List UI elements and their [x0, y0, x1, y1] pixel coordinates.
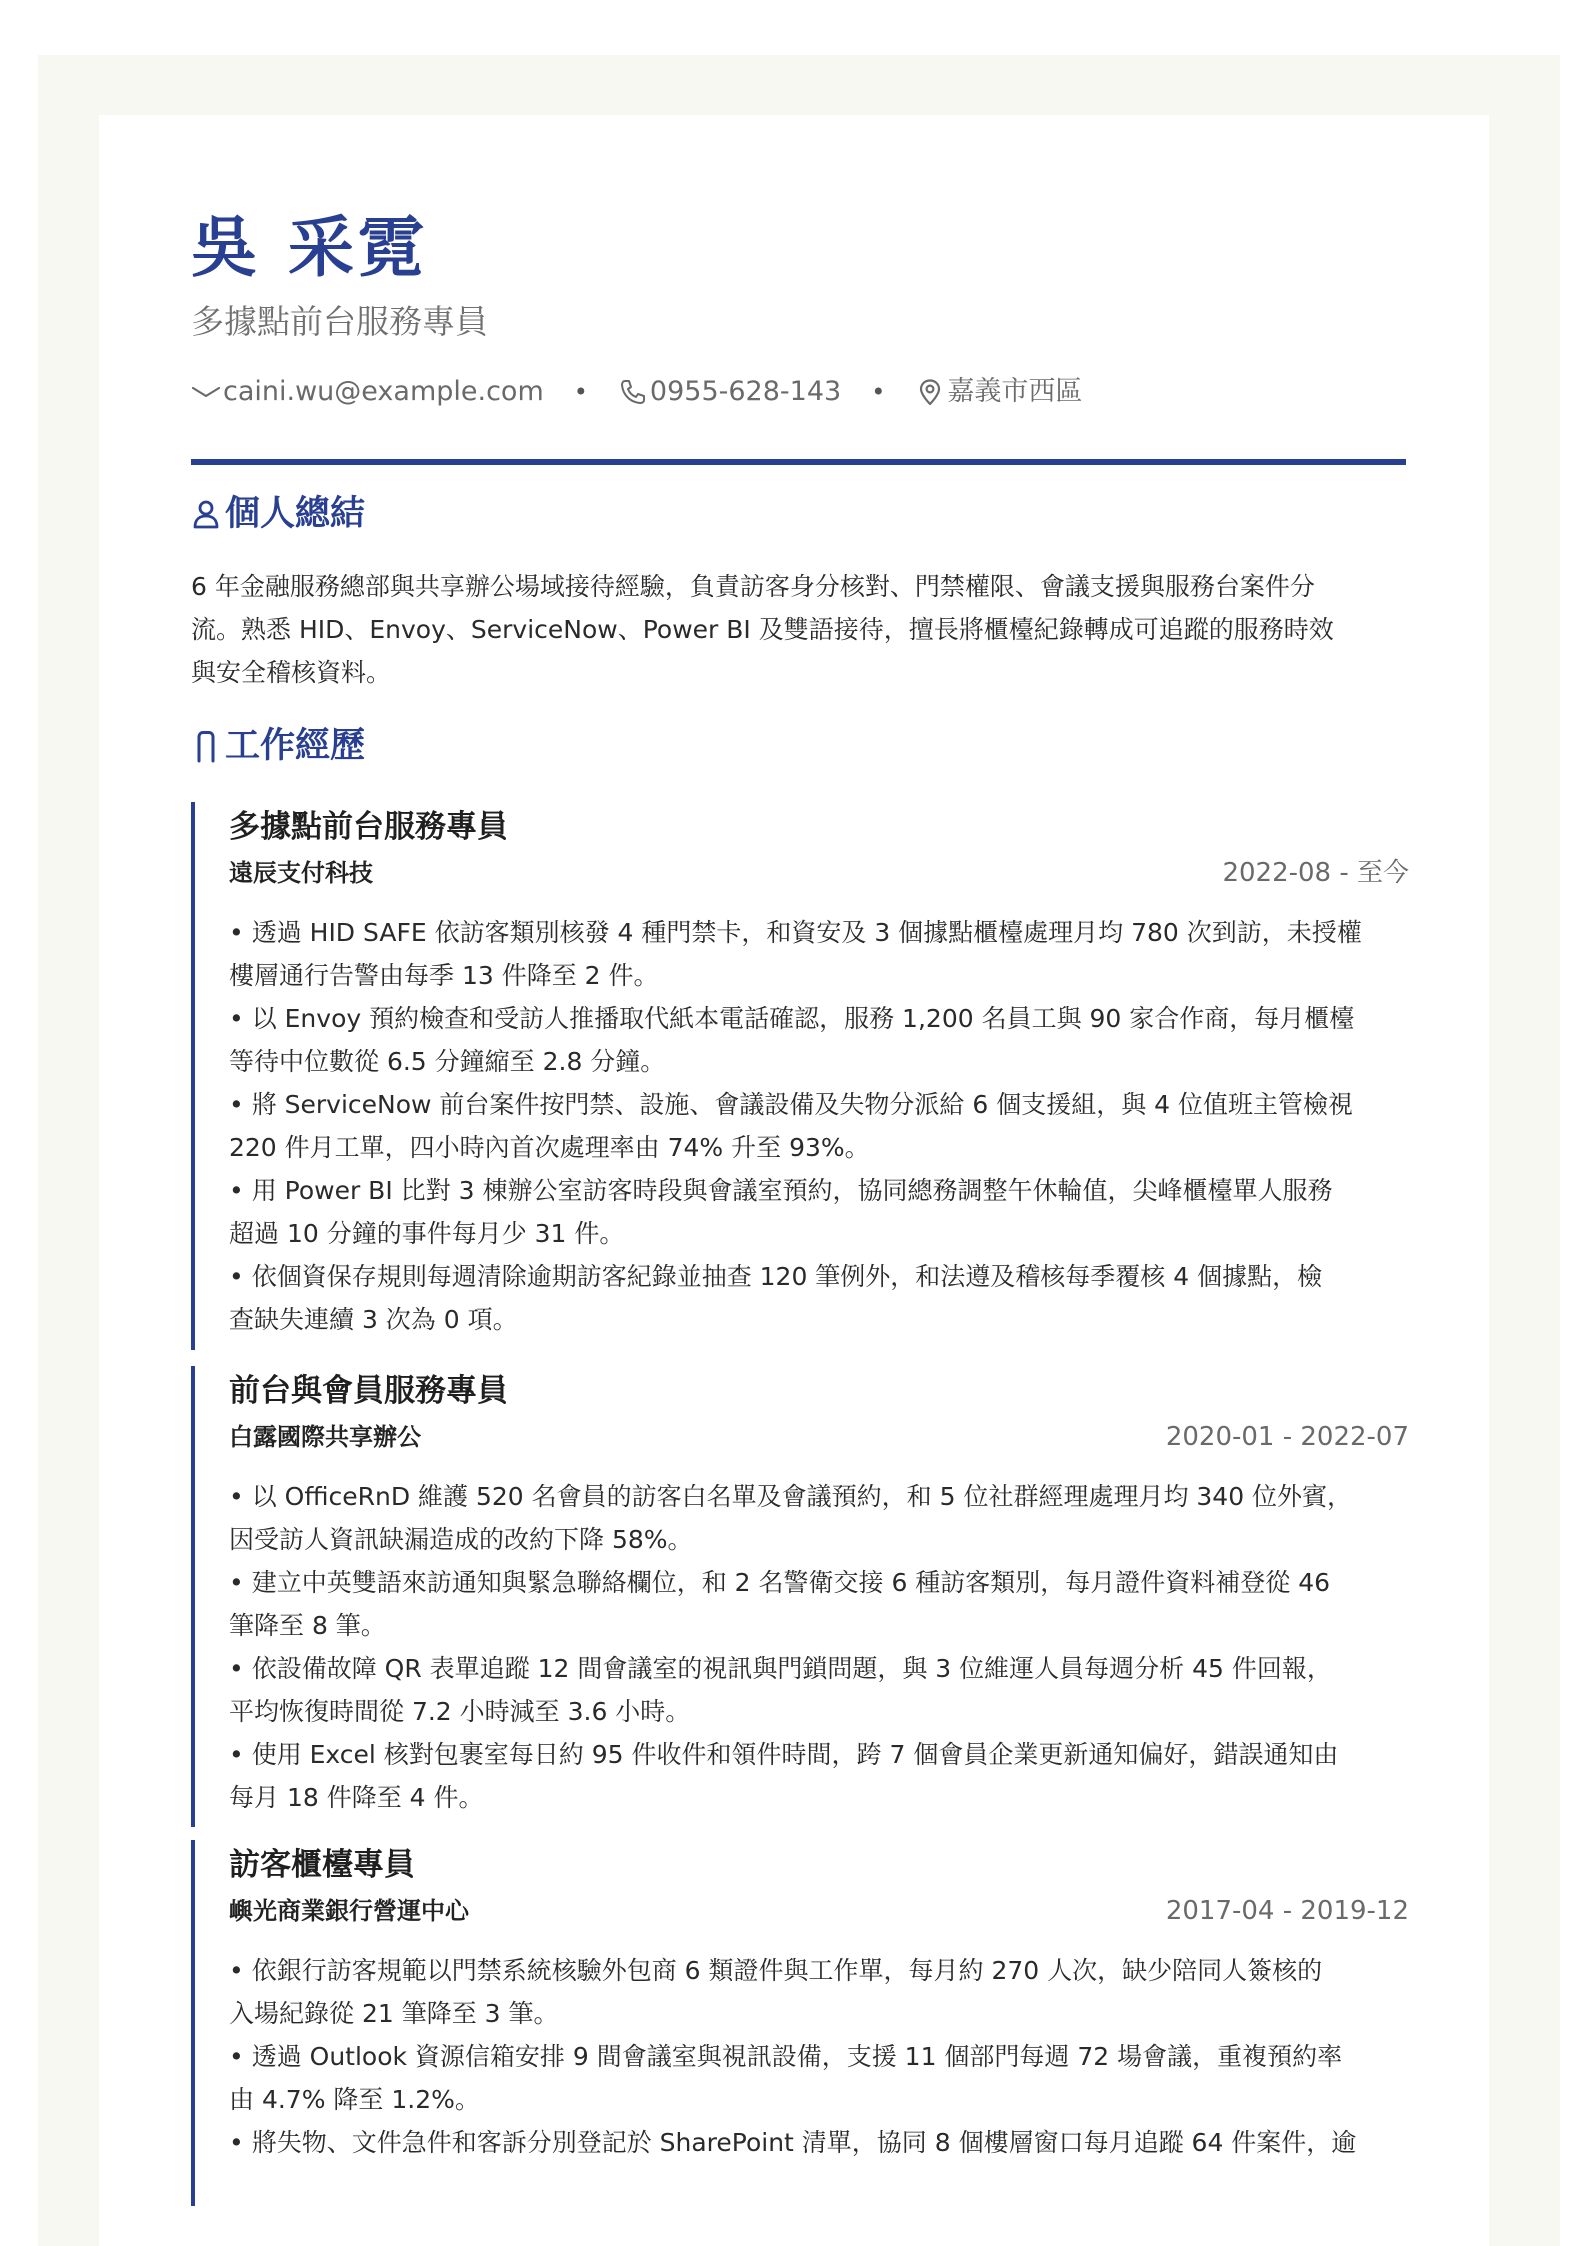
job-company: 嶼光商業銀行營運中心: [229, 1897, 469, 1925]
job-dates: 2020-01 - 2022-07: [1165, 1422, 1409, 1452]
summary-title: 個人總結: [225, 494, 366, 534]
header-divider: [191, 459, 1406, 465]
job-role: 訪客櫃檯專員: [229, 1847, 415, 1883]
bullet-line: • 依設備故障 QR 表單追蹤 12 間會議室的視訊與門鎖問題，與 3 位維運人員每週分析 45 件回報，: [229, 1654, 1332, 1683]
contact-row: [191, 372, 1082, 412]
bullet-line: • 透過 HID SAFE 依訪客類別核發 4 種門禁卡，和資安及 3 個據點櫃檯處理月均 780 次到訪，未授權: [229, 918, 1362, 947]
email-text: caini.wu@example.com: [223, 376, 544, 407]
job-bullets: [229, 1949, 1409, 2164]
summary-line: 與安全稽核資料。: [191, 658, 392, 687]
job-dates: 2017-04 - 2019-12: [1165, 1896, 1409, 1926]
summary-line: 6 年金融服務總部與共享辦公場域接待經驗，負責訪客身分核對、門禁權限、會議支援與服務台案件分: [191, 572, 1315, 601]
job-entry: [191, 1840, 1410, 2206]
person-icon: [191, 497, 221, 531]
bullet-line: 查缺失連續 3 次為 0 項。: [229, 1305, 518, 1334]
job-company: 白露國際共享辦公: [229, 1423, 421, 1451]
contact-location: [915, 372, 1082, 412]
bullet-line: • 以 OfficeRnD 維護 520 名會員的訪客白名單及會議預約，和 5 位社群經理處理月均 340 位外賓，: [229, 1482, 1353, 1511]
bullet-line: • 建立中英雙語來訪通知與緊急聯絡欄位，和 2 名警衛交接 6 種訪客類別，每月證件資料補登從 46: [229, 1568, 1331, 1597]
job-bullets: [229, 1475, 1409, 1819]
job-company: 遠辰支付科技: [229, 859, 373, 887]
bullet-line: • 透過 Outlook 資源信箱安排 9 間會議室與視訊設備，支援 11 個部門每週 72 場會議，重複預約率: [229, 2042, 1343, 2071]
summary-line: 流。熟悉 HID、Envoy、ServiceNow、Power BI 及雙語接待，擅長將櫃檯紀錄轉成可追蹤的服務時效: [191, 615, 1334, 644]
location-pin-icon: [915, 377, 945, 407]
bullet-line: • 以 Envoy 預約檢查和受訪人推播取代紙本電話確認，服務 1,200 名員工與 90 家合作商，每月櫃檯: [229, 1004, 1355, 1033]
bullet-line: 220 件月工單，四小時內首次處理率由 74% 升至 93%。: [229, 1133, 870, 1162]
bullet-line: • 用 Power BI 比對 3 棟辦公室訪客時段與會議室預約，協同總務調整午休輪值，尖峰櫃檯單人服務: [229, 1176, 1333, 1205]
job-dates: 2022-08 - 至今: [1222, 858, 1409, 888]
contact-separator: •: [573, 378, 588, 406]
bullet-line: 每月 18 件降至 4 件。: [229, 1783, 484, 1812]
experience-section-title: [191, 722, 365, 770]
job-entry: [191, 802, 1410, 1350]
bullet-line: • 將失物、文件急件和客訴分別登記於 SharePoint 清單，協同 8 個樓層窗口每月追蹤 64 件案件，逾: [229, 2128, 1357, 2157]
bullet-line: • 使用 Excel 核對包裹室每日約 95 件收件和領件時間，跨 7 個會員企業更新通知偏好，錯誤通知由: [229, 1740, 1339, 1769]
phone-text: 0955-628-143: [649, 376, 842, 407]
phone-icon: [618, 377, 648, 407]
bullet-line: 平均恢復時間從 7.2 小時減至 3.6 小時。: [229, 1697, 691, 1726]
mail-icon: [191, 377, 221, 407]
contact-email[interactable]: [191, 372, 544, 412]
job-role: 多據點前台服務專員: [229, 809, 508, 845]
bullet-line: 筆降至 8 筆。: [229, 1611, 386, 1640]
summary-text: [191, 565, 1406, 694]
summary-section-title: [191, 490, 365, 538]
contact-phone[interactable]: [618, 372, 841, 412]
bullet-line: 等待中位數從 6.5 分鐘縮至 2.8 分鐘。: [229, 1047, 666, 1076]
bullet-line: • 依個資保存規則每週清除逾期訪客紀錄並抽查 120 筆例外，和法遵及稽核每季覆核 4 個據點，檢: [229, 1262, 1323, 1291]
job-role: 前台與會員服務專員: [229, 1373, 508, 1409]
job-entry: [191, 1366, 1410, 1827]
bullet-line: 入場紀錄從 21 筆降至 3 筆。: [229, 1999, 559, 2028]
bullet-line: 超過 10 分鐘的事件每月少 31 件。: [229, 1219, 625, 1248]
bullet-line: 由 4.7% 降至 1.2%。: [229, 2085, 480, 2114]
contact-separator: •: [871, 378, 886, 406]
candidate-headline: 多據點前台服務專員: [191, 302, 488, 341]
bullet-line: 樓層通行告警由每季 13 件降至 2 件。: [229, 961, 659, 990]
bullet-line: 因受訪人資訊缺漏造成的改約下降 58%。: [229, 1525, 693, 1554]
briefcase-icon: [191, 729, 221, 763]
candidate-name: 吳 采霓: [191, 209, 428, 286]
location-text: 嘉義市西區: [947, 376, 1083, 407]
experience-title: 工作經歷: [225, 726, 366, 766]
job-bullets: [229, 911, 1409, 1341]
bullet-line: • 將 ServiceNow 前台案件按門禁、設施、會議設備及失物分派給 6 個支援組，與 4 位值班主管檢視: [229, 1090, 1354, 1119]
bullet-line: • 依銀行訪客規範以門禁系統核驗外包商 6 類證件與工作單，每月約 270 人次，缺少陪同人簽核的: [229, 1956, 1323, 1985]
